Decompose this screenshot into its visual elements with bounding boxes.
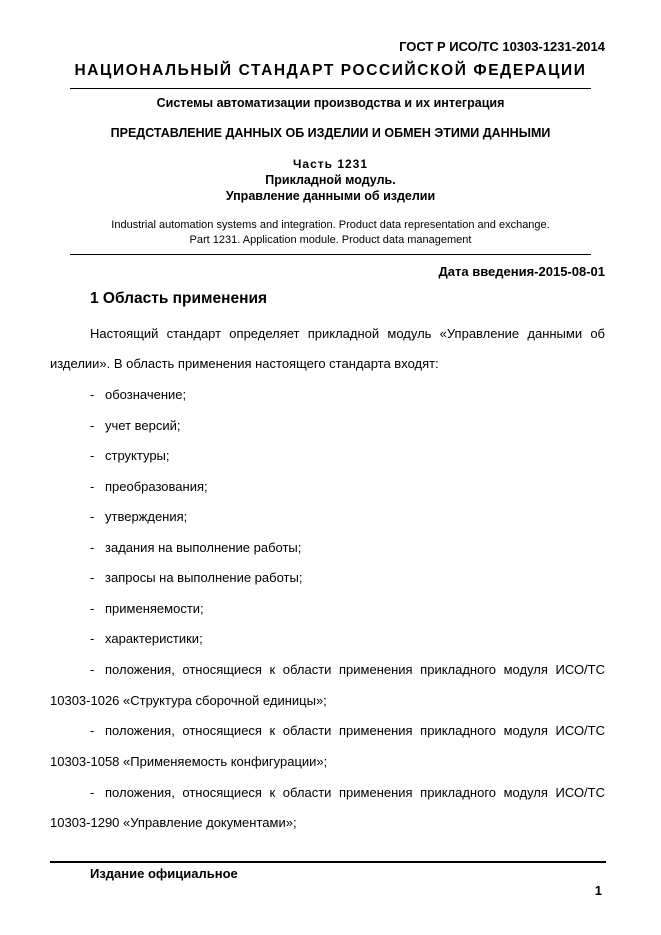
part-number: Часть 1231	[292, 157, 369, 171]
section-heading: 1 Область применения	[90, 290, 268, 307]
provision-item-line1: - положения, относящиеся к области применения прикладного модуля ИСО/ТС	[90, 662, 605, 677]
title-divider	[70, 254, 591, 255]
intro-paragraph-line2: изделии». В область применения настоящего стандарта входят:	[50, 356, 439, 371]
introduction-date: Дата введения-2015-08-01	[438, 264, 605, 279]
standard-number: ГОСТ Р ИСО/ТС 10303-1231-2014	[399, 39, 605, 54]
english-title-line2: Part 1231. Application module. Product data management	[189, 234, 472, 246]
edition-label: Издание официальное	[90, 866, 238, 881]
provision-item-line2: 10303-1026 «Структура сборочной единицы»;	[50, 693, 327, 708]
list-item: - запросы на выполнение работы;	[90, 570, 303, 585]
english-title-line1: Industrial automation systems and integration. Product data representation and exchange.	[111, 219, 550, 231]
header-divider	[70, 88, 591, 89]
intro-paragraph-line1: Настоящий стандарт определяет прикладной модуль «Управление данными об	[90, 326, 605, 341]
list-item: - применяемости;	[90, 601, 204, 616]
provision-item-line2: 10303-1290 «Управление документами»;	[50, 815, 297, 830]
provision-item-line1: - положения, относящиеся к области применения прикладного модуля ИСО/ТС	[90, 785, 605, 800]
series-title: Системы автоматизации производства и их интеграция	[156, 96, 505, 110]
list-item: - учет версий;	[90, 418, 181, 433]
subject-title: ПРЕДСТАВЛЕНИЕ ДАННЫХ ОБ ИЗДЕЛИИ И ОБМЕН ЭТИМИ ДАННЫМИ	[110, 126, 551, 140]
provision-item-line2: 10303-1058 «Применяемость конфигурации»;	[50, 754, 328, 769]
list-item: - утверждения;	[90, 509, 188, 524]
list-item: - структуры;	[90, 448, 170, 463]
list-item: - характеристики;	[90, 631, 203, 646]
list-item: - задания на выполнение работы;	[90, 540, 302, 555]
footer-divider	[50, 861, 606, 863]
list-item: - обозначение;	[90, 387, 187, 402]
module-title-line1: Прикладной модуль.	[265, 173, 396, 187]
page-number: 1	[594, 883, 602, 898]
module-title-line2: Управление данными об изделии	[225, 189, 436, 203]
national-standard-title: НАЦИОНАЛЬНЫЙ СТАНДАРТ РОССИЙСКОЙ ФЕДЕРАЦИИ	[74, 62, 587, 79]
provision-item-line1: - положения, относящиеся к области применения прикладного модуля ИСО/ТС	[90, 723, 605, 738]
list-item: - преобразования;	[90, 479, 208, 494]
